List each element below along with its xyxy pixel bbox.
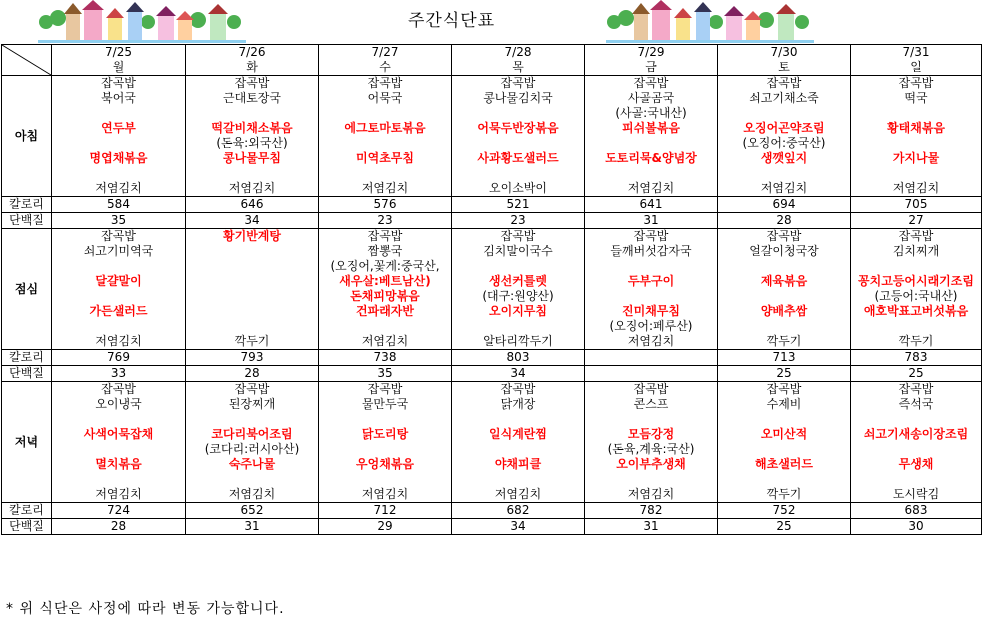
meal-label-breakfast: 아침 [2, 76, 52, 197]
menu-item: 물만두국 [319, 397, 452, 412]
menu-item: (오징어:중국산) [718, 136, 851, 151]
protein-value: 30 [851, 519, 982, 535]
menu-item [585, 472, 718, 487]
menu-item: 에그토마토볶음 [319, 121, 452, 136]
menu-item [851, 166, 982, 181]
menu-item: 어묵두반장볶음 [452, 121, 585, 136]
menu-item: 닭도리탕 [319, 427, 452, 442]
day-date: 7/27 [319, 45, 452, 61]
menu-item [52, 259, 186, 274]
protein-row [2, 366, 982, 382]
menu-item: 잡곡밥 [452, 76, 585, 92]
weekday-row [2, 60, 982, 76]
day-weekday: 토 [718, 60, 851, 76]
menu-row [2, 259, 982, 274]
menu-row [2, 136, 982, 151]
menu-item [186, 472, 319, 487]
menu-item [585, 412, 718, 427]
menu-item [718, 442, 851, 457]
menu-item: 깍두기 [186, 334, 319, 350]
menu-item: 잡곡밥 [319, 76, 452, 92]
menu-item [319, 442, 452, 457]
menu-item: 잡곡밥 [851, 76, 982, 92]
menu-item: 된장찌개 [186, 397, 319, 412]
menu-row [2, 289, 982, 304]
menu-item: 콩나물무침 [186, 151, 319, 166]
menu-item [52, 412, 186, 427]
menu-item [718, 166, 851, 181]
menu-item: 저염김치 [851, 181, 982, 197]
calorie-value: 641 [585, 197, 718, 213]
calorie-row [2, 503, 982, 519]
protein-value: 27 [851, 213, 982, 229]
menu-row [2, 427, 982, 442]
menu-item: 저염김치 [718, 181, 851, 197]
calorie-value: 712 [319, 503, 452, 519]
corner-cell [2, 45, 52, 76]
protein-value: 25 [718, 366, 851, 382]
menu-row [2, 274, 982, 289]
protein-value: 28 [186, 366, 319, 382]
menu-item: 해초샐러드 [718, 457, 851, 472]
menu-row [2, 121, 982, 136]
menu-item: 피쉬볼볶음 [585, 121, 718, 136]
menu-item [52, 472, 186, 487]
protein-value: 28 [52, 519, 186, 535]
menu-item: 콩나물김치국 [452, 91, 585, 106]
menu-item [186, 304, 319, 319]
menu-item: 저염김치 [186, 487, 319, 503]
menu-item: 깍두기 [851, 334, 982, 350]
menu-item: 달걀말이 [52, 274, 186, 289]
menu-item: 저염김치 [319, 487, 452, 503]
menu-item: 코다리북어조림 [186, 427, 319, 442]
protein-value: 34 [452, 519, 585, 535]
menu-item: 잡곡밥 [186, 382, 319, 398]
menu-item [319, 106, 452, 121]
menu-item: 진미채무침 [585, 304, 718, 319]
day-date: 7/31 [851, 45, 982, 61]
menu-item: 가든샐러드 [52, 304, 186, 319]
menu-item: 잡곡밥 [585, 76, 718, 92]
menu-item [319, 412, 452, 427]
protein-value: 34 [452, 366, 585, 382]
menu-item: 저염김치 [585, 181, 718, 197]
menu-item [585, 289, 718, 304]
page-title: 주간식단표 [408, 11, 496, 31]
calorie-value: 769 [52, 350, 186, 366]
menu-item: 쇠고기새송이장조림 [851, 427, 982, 442]
menu-item: (코다리:러시아산) [186, 442, 319, 457]
menu-item: 오이소박이 [452, 181, 585, 197]
menu-item [718, 289, 851, 304]
protein-value: 23 [319, 213, 452, 229]
menu-row [2, 397, 982, 412]
menu-item [186, 106, 319, 121]
menu-item [186, 259, 319, 274]
menu-item: 새우살:베트남산) [319, 274, 452, 289]
menu-item: (돈육,계육:국산) [585, 442, 718, 457]
menu-item: 오미산적 [718, 427, 851, 442]
calorie-label: 칼로리 [2, 503, 52, 519]
menu-item: 잡곡밥 [52, 76, 186, 92]
menu-item: 잡곡밥 [585, 229, 718, 245]
menu-item: (오징어:페루산) [585, 319, 718, 334]
meal-label-lunch: 점심 [2, 229, 52, 350]
menu-item: 오이지무침 [452, 304, 585, 319]
day-weekday: 월 [52, 60, 186, 76]
menu-item: 김치말이국수 [452, 244, 585, 259]
protein-value: 31 [585, 519, 718, 535]
village-decoration-right [606, 0, 814, 46]
menu-item: 저염김치 [585, 334, 718, 350]
menu-row [2, 412, 982, 427]
menu-row [2, 76, 982, 92]
protein-value: 28 [718, 213, 851, 229]
menu-item: (돈육:외국산) [186, 136, 319, 151]
menu-row [2, 106, 982, 121]
menu-item: 잡곡밥 [718, 382, 851, 398]
menu-item: 저염김치 [585, 487, 718, 503]
menu-item: 잡곡밥 [52, 382, 186, 398]
meal-label-dinner: 저녁 [2, 382, 52, 503]
menu-item: 잡곡밥 [851, 229, 982, 245]
menu-item [585, 259, 718, 274]
menu-row [2, 319, 982, 334]
menu-item [52, 442, 186, 457]
menu-item: 잡곡밥 [319, 229, 452, 245]
menu-item [319, 136, 452, 151]
menu-item: 미역초무침 [319, 151, 452, 166]
menu-item: 콘스프 [585, 397, 718, 412]
menu-item [319, 319, 452, 334]
menu-item: 깍두기 [718, 334, 851, 350]
menu-item: 저염김치 [52, 334, 186, 350]
protein-label: 단백질 [2, 213, 52, 229]
day-weekday: 화 [186, 60, 319, 76]
menu-item: 무생채 [851, 457, 982, 472]
menu-item: 일식계란찜 [452, 427, 585, 442]
menu-item: 잡곡밥 [319, 382, 452, 398]
menu-item [718, 412, 851, 427]
menu-item: 오이부추생채 [585, 457, 718, 472]
protein-value: 31 [186, 519, 319, 535]
protein-value: 25 [718, 519, 851, 535]
menu-item: 깍두기 [718, 487, 851, 503]
menu-item [452, 412, 585, 427]
calorie-value: 738 [319, 350, 452, 366]
calorie-value: 683 [851, 503, 982, 519]
protein-value: 29 [319, 519, 452, 535]
menu-item: 가지나물 [851, 151, 982, 166]
calorie-value: 752 [718, 503, 851, 519]
calorie-row [2, 197, 982, 213]
menu-item: 생깻잎지 [718, 151, 851, 166]
menu-item [319, 166, 452, 181]
day-weekday: 수 [319, 60, 452, 76]
menu-item: 건파래자반 [319, 304, 452, 319]
day-weekday: 금 [585, 60, 718, 76]
menu-item: (사골:국내산) [585, 106, 718, 121]
menu-item: 쇠고기채소죽 [718, 91, 851, 106]
menu-item: 오이냉국 [52, 397, 186, 412]
menu-item [851, 472, 982, 487]
menu-item: (오징어,꽃게:중국산, [319, 259, 452, 274]
menu-item: 잡곡밥 [186, 76, 319, 92]
menu-item: 명엽채볶음 [52, 151, 186, 166]
menu-item [186, 166, 319, 181]
day-date: 7/30 [718, 45, 851, 61]
menu-row [2, 487, 982, 503]
menu-item [452, 136, 585, 151]
menu-item: 잡곡밥 [452, 229, 585, 245]
menu-item [585, 136, 718, 151]
calorie-value: 576 [319, 197, 452, 213]
calorie-value: 584 [52, 197, 186, 213]
menu-item: 두부구이 [585, 274, 718, 289]
calorie-value: 646 [186, 197, 319, 213]
calorie-value: 793 [186, 350, 319, 366]
menu-row [2, 304, 982, 319]
menu-item [186, 244, 319, 259]
menu-item: 떡갈비채소볶음 [186, 121, 319, 136]
menu-item: 꽁치고등어시래기조림 [851, 274, 982, 289]
date-row [2, 45, 982, 61]
menu-item: 황태채볶음 [851, 121, 982, 136]
menu-item: 쇠고기미역국 [52, 244, 186, 259]
day-date: 7/26 [186, 45, 319, 61]
menu-item [186, 274, 319, 289]
menu-item: 짬뽕국 [319, 244, 452, 259]
menu-row [2, 229, 982, 245]
menu-item [718, 472, 851, 487]
calorie-value: 782 [585, 503, 718, 519]
menu-item: (대구:원양산) [452, 289, 585, 304]
menu-item: 떡국 [851, 91, 982, 106]
menu-row [2, 334, 982, 350]
menu-item: 오징어곤약조림 [718, 121, 851, 136]
calorie-value: 705 [851, 197, 982, 213]
menu-item: 잡곡밥 [718, 229, 851, 245]
menu-item: 어묵국 [319, 91, 452, 106]
menu-item [718, 259, 851, 274]
menu-item: 제육볶음 [718, 274, 851, 289]
menu-item: 사과황도샐러드 [452, 151, 585, 166]
menu-item: 북어국 [52, 91, 186, 106]
calorie-value: 724 [52, 503, 186, 519]
menu-item: 도시락김 [851, 487, 982, 503]
menu-item [186, 319, 319, 334]
menu-row [2, 166, 982, 181]
menu-item: 사색어묵잡채 [52, 427, 186, 442]
menu-item: 수제비 [718, 397, 851, 412]
calorie-row [2, 350, 982, 366]
menu-item: 잡곡밥 [851, 382, 982, 398]
menu-item: 알타리깍두기 [452, 334, 585, 350]
menu-item: 잡곡밥 [52, 229, 186, 245]
day-weekday: 목 [452, 60, 585, 76]
menu-item: 모듬강정 [585, 427, 718, 442]
protein-value: 31 [585, 213, 718, 229]
menu-row [2, 244, 982, 259]
calorie-value: 521 [452, 197, 585, 213]
menu-item [52, 136, 186, 151]
protein-value: 35 [319, 366, 452, 382]
protein-row [2, 519, 982, 535]
menu-item: 황기반계탕 [186, 229, 319, 245]
menu-item [52, 319, 186, 334]
menu-item [851, 136, 982, 151]
menu-item: 애호박표고버섯볶음 [851, 304, 982, 319]
calorie-value: 682 [452, 503, 585, 519]
menu-item: 우엉채볶음 [319, 457, 452, 472]
menu-item [851, 442, 982, 457]
menu-item: 저염김치 [452, 487, 585, 503]
menu-item [851, 319, 982, 334]
menu-item: 저염김치 [186, 181, 319, 197]
menu-item [452, 319, 585, 334]
village-decoration-left [38, 0, 246, 46]
menu-item: 즉석국 [851, 397, 982, 412]
menu-item: 잡곡밥 [452, 382, 585, 398]
menu-item: 돈채피망볶음 [319, 289, 452, 304]
day-weekday: 일 [851, 60, 982, 76]
menu-item: 들깨버섯감자국 [585, 244, 718, 259]
menu-item: 저염김치 [52, 181, 186, 197]
protein-row [2, 213, 982, 229]
menu-item: 저염김치 [52, 487, 186, 503]
menu-item [452, 442, 585, 457]
calorie-value: 694 [718, 197, 851, 213]
menu-item: 멸치볶음 [52, 457, 186, 472]
calorie-value [585, 350, 718, 366]
menu-item [452, 259, 585, 274]
menu-item: 양배추쌈 [718, 304, 851, 319]
menu-item: 연두부 [52, 121, 186, 136]
menu-row [2, 442, 982, 457]
menu-item [851, 412, 982, 427]
day-date: 7/25 [52, 45, 186, 61]
menu-item: 숙주나물 [186, 457, 319, 472]
menu-item: 야채피클 [452, 457, 585, 472]
calorie-value: 783 [851, 350, 982, 366]
day-date: 7/28 [452, 45, 585, 61]
protein-value: 23 [452, 213, 585, 229]
menu-row [2, 181, 982, 197]
protein-value [585, 366, 718, 382]
footnote: * 위 식단은 사정에 따라 변동 가능합니다. [6, 601, 285, 617]
day-date: 7/29 [585, 45, 718, 61]
menu-item [452, 166, 585, 181]
calorie-label: 칼로리 [2, 197, 52, 213]
menu-row [2, 91, 982, 106]
protein-value: 34 [186, 213, 319, 229]
protein-label: 단백질 [2, 366, 52, 382]
menu-item: 생선커틀렛 [452, 274, 585, 289]
calorie-value: 803 [452, 350, 585, 366]
menu-item: (고등어:국내산) [851, 289, 982, 304]
menu-row [2, 382, 982, 398]
menu-item [186, 412, 319, 427]
menu-item: 도토리묵&양념장 [585, 151, 718, 166]
menu-item: 저염김치 [319, 334, 452, 350]
menu-item [52, 289, 186, 304]
weekly-menu-table [1, 44, 982, 535]
menu-item [718, 319, 851, 334]
calorie-label: 칼로리 [2, 350, 52, 366]
menu-item [319, 472, 452, 487]
menu-item [452, 106, 585, 121]
menu-row [2, 457, 982, 472]
menu-item [186, 289, 319, 304]
protein-label: 단백질 [2, 519, 52, 535]
menu-item: 사골곰국 [585, 91, 718, 106]
menu-item: 잡곡밥 [718, 76, 851, 92]
menu-item [718, 106, 851, 121]
menu-item: 근대토장국 [186, 91, 319, 106]
calorie-value: 713 [718, 350, 851, 366]
menu-row [2, 472, 982, 487]
menu-item: 잡곡밥 [585, 382, 718, 398]
menu-item: 저염김치 [319, 181, 452, 197]
protein-value: 33 [52, 366, 186, 382]
menu-item [452, 472, 585, 487]
menu-item [851, 106, 982, 121]
menu-item: 김치찌개 [851, 244, 982, 259]
menu-item [851, 259, 982, 274]
menu-item [52, 106, 186, 121]
protein-value: 25 [851, 366, 982, 382]
menu-item: 얼갈이청국장 [718, 244, 851, 259]
menu-item [585, 166, 718, 181]
calorie-value: 652 [186, 503, 319, 519]
menu-item: 닭개장 [452, 397, 585, 412]
menu-item [52, 166, 186, 181]
protein-value: 35 [52, 213, 186, 229]
menu-row [2, 151, 982, 166]
